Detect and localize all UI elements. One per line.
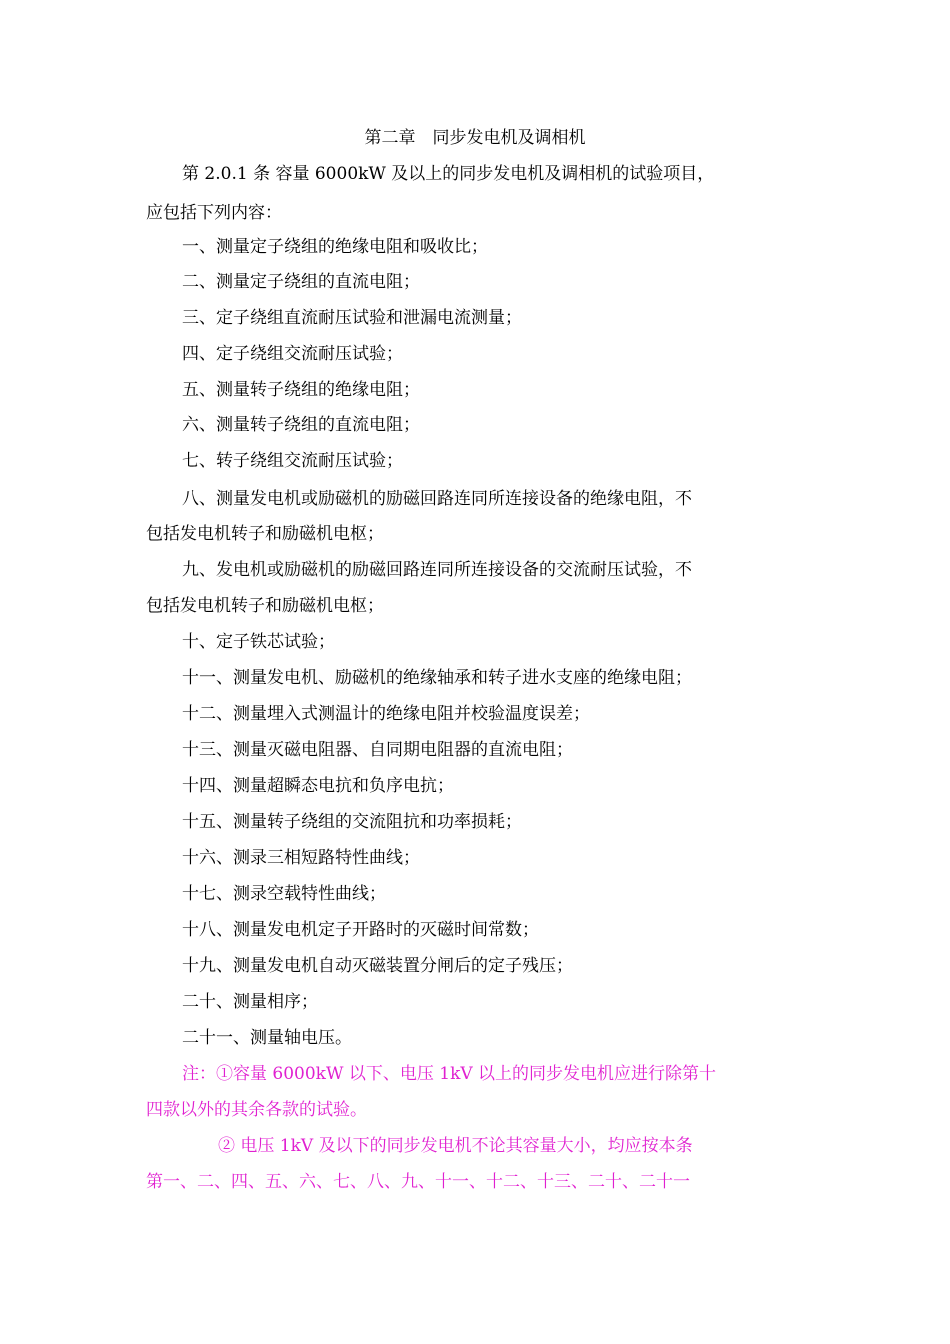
list-item: 一、测量定子绕组的绝缘电阻和吸收比； xyxy=(182,237,488,257)
list-item: 七、转子绕组交流耐压试验； xyxy=(182,451,403,471)
note-2-line-1: ② 电压 1kV 及以下的同步发电机不论其容量大小，均应按本条 xyxy=(218,1136,693,1156)
note-1-line-1: 注：①容量 6000kW 以下、电压 1kV 以上的同步发电机应进行除第十 xyxy=(182,1064,717,1084)
list-item: 十九、测量发电机自动灭磁装置分闸后的定子残压； xyxy=(182,956,573,976)
list-item: 三、定子绕组直流耐压试验和泄漏电流测量； xyxy=(182,308,522,328)
list-item: 十四、测量超瞬态电抗和负序电抗； xyxy=(182,776,454,796)
item-9-line-2: 包括发电机转子和励磁机电枢； xyxy=(146,596,384,616)
item-9-line-1: 九、发电机或励磁机的励磁回路连同所连接设备的交流耐压试验，不 xyxy=(182,560,692,580)
item-8-line-1: 八、测量发电机或励磁机的励磁回路连同所连接设备的绝缘电阻，不 xyxy=(182,489,692,509)
list-item: 二、测量定子绕组的直流电阻； xyxy=(182,272,420,292)
list-item: 十七、测录空载特性曲线； xyxy=(182,884,386,904)
list-item: 五、测量转子绕组的绝缘电阻； xyxy=(182,380,420,400)
article-line-2: 应包括下列内容： xyxy=(146,203,282,223)
list-item: 六、测量转子绕组的直流电阻； xyxy=(182,415,420,435)
chapter-title: 第二章 同步发电机及调相机 xyxy=(364,128,586,148)
article-line-1: 第 2.0.1 条 容量 6000kW 及以上的同步发电机及调相机的试验项目， xyxy=(182,164,715,184)
list-item: 四、定子绕组交流耐压试验； xyxy=(182,344,403,364)
list-item: 十六、测录三相短路特性曲线； xyxy=(182,848,420,868)
list-item: 十五、测量转子绕组的交流阻抗和功率损耗； xyxy=(182,812,522,832)
list-item: 十二、测量埋入式测温计的绝缘电阻并校验温度误差； xyxy=(182,704,590,724)
list-item: 二十一、测量轴电压。 xyxy=(182,1028,352,1048)
list-item: 十一、测量发电机、励磁机的绝缘轴承和转子进水支座的绝缘电阻； xyxy=(182,668,692,688)
list-item: 十三、测量灭磁电阻器、自同期电阻器的直流电阻； xyxy=(182,740,573,760)
list-item: 十、定子铁芯试验； xyxy=(182,632,335,652)
note-2-line-2: 第一、二、四、五、六、七、八、九、十一、十二、十三、二十、二十一 xyxy=(146,1172,690,1192)
item-8-line-2: 包括发电机转子和励磁机电枢； xyxy=(146,524,384,544)
note-1-line-2: 四款以外的其余各款的试验。 xyxy=(146,1100,367,1120)
list-item: 十八、测量发电机定子开路时的灭磁时间常数； xyxy=(182,920,539,940)
list-item: 二十、测量相序； xyxy=(182,992,318,1012)
